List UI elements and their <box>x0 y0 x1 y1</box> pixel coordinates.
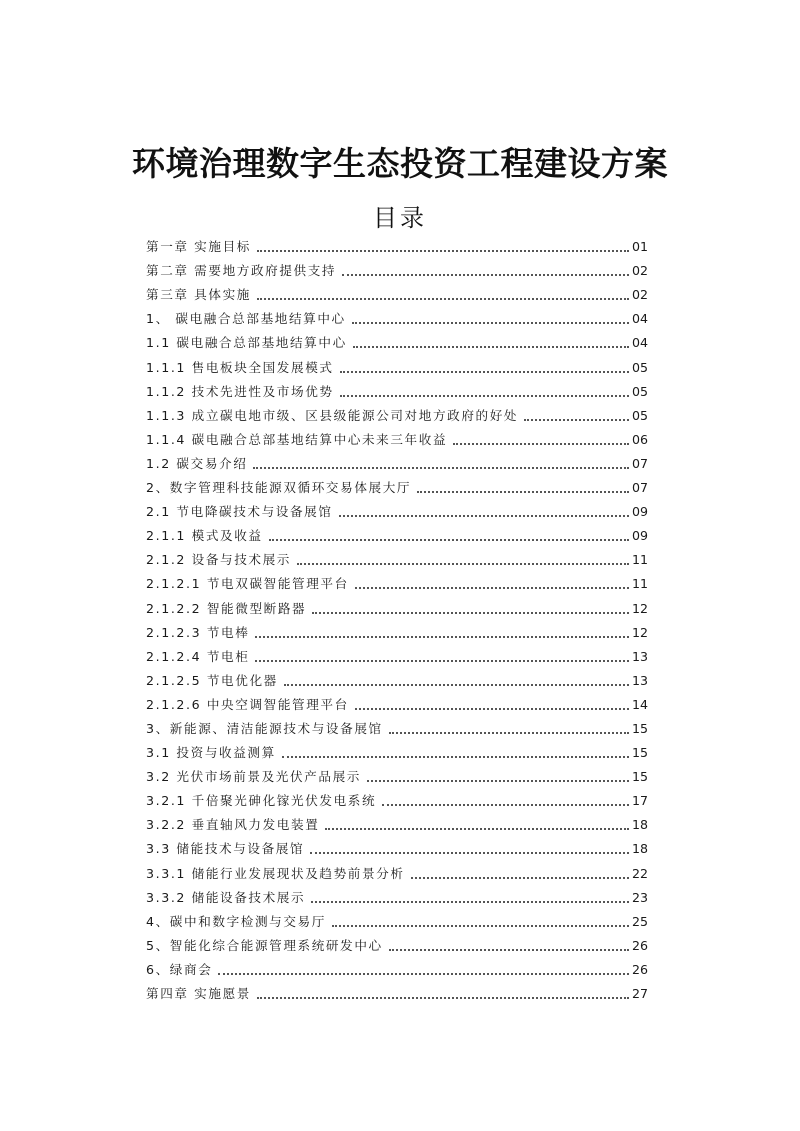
toc-entry-label: 2.1.2.1 节电双碳智能管理平台 <box>146 576 349 592</box>
toc-entry-label: 1.1.2 技术先进性及市场优势 <box>146 383 334 399</box>
toc-entry[interactable] <box>146 738 648 762</box>
toc-entry-label: 3.2.2 垂直轴风力发电装置 <box>146 817 320 833</box>
toc-entry[interactable] <box>146 256 648 280</box>
toc-entry-label: 1.1 碳电融合总部基地结算中心 <box>146 335 347 351</box>
toc-dot-leader <box>411 877 629 879</box>
toc-page-number: 11 <box>631 552 648 568</box>
toc-page-number: 11 <box>631 576 648 592</box>
toc-entry[interactable] <box>146 618 648 642</box>
toc-page-number: 07 <box>631 455 648 471</box>
toc-page-number: 18 <box>631 817 648 833</box>
toc-dot-leader <box>355 587 629 589</box>
toc-entry[interactable] <box>146 401 648 425</box>
toc-dot-leader <box>340 395 629 397</box>
toc-dot-leader <box>382 804 629 806</box>
toc-entry[interactable] <box>146 352 648 376</box>
toc-dot-leader <box>311 901 629 903</box>
toc-dot-leader <box>367 780 629 782</box>
toc-page-number: 22 <box>631 865 648 881</box>
toc-entry-label: 2.1.2.2 智能微型断路器 <box>146 600 307 616</box>
toc-entry[interactable] <box>146 521 648 545</box>
toc-page-number: 05 <box>631 383 648 399</box>
toc-entry[interactable] <box>146 473 648 497</box>
toc-entry-label: 第三章 具体实施 <box>146 287 251 303</box>
table-of-contents <box>146 232 648 1003</box>
toc-dot-leader <box>340 371 629 373</box>
toc-dot-leader <box>310 852 629 854</box>
toc-entry-label: 3、新能源、清洁能源技术与设备展馆 <box>146 720 383 736</box>
toc-dot-leader <box>325 828 629 830</box>
toc-entry-label: 2.1.2 设备与技术展示 <box>146 552 292 568</box>
toc-entry-label: 5、智能化综合能源管理系统研发中心 <box>146 937 383 953</box>
toc-dot-leader <box>282 756 629 758</box>
toc-entry[interactable] <box>146 690 648 714</box>
toc-entry-label: 2.1.1 模式及收益 <box>146 528 263 544</box>
toc-page-number: 26 <box>631 961 648 977</box>
toc-dot-leader <box>218 973 629 975</box>
toc-entry[interactable] <box>146 328 648 352</box>
toc-page-number: 18 <box>631 841 648 857</box>
toc-entry-label: 6、绿商会 <box>146 961 213 977</box>
toc-dot-leader <box>257 298 629 300</box>
toc-heading: 目录 <box>373 204 427 232</box>
toc-entry-label: 第一章 实施目标 <box>146 239 251 255</box>
toc-page-number: 09 <box>631 528 648 544</box>
toc-page-number: 25 <box>631 913 648 929</box>
toc-dot-leader <box>284 684 629 686</box>
toc-entry-label: 1.2 碳交易介绍 <box>146 455 248 471</box>
toc-entry-label: 1.1.1 售电板块全国发展模式 <box>146 359 334 375</box>
document-title: 环境治理数字生态投资工程建设方案 <box>132 144 668 183</box>
toc-entry-label: 1、 碳电融合总部基地结算中心 <box>146 311 346 327</box>
toc-entry-label: 3.2.1 千倍聚光砷化镓光伏发电系统 <box>146 793 377 809</box>
toc-page-number: 15 <box>631 769 648 785</box>
toc-page-number: 07 <box>631 480 648 496</box>
toc-entry[interactable] <box>146 786 648 810</box>
toc-entry-label: 4、碳中和数字检测与交易厅 <box>146 913 326 929</box>
toc-dot-leader <box>339 515 629 517</box>
toc-dot-leader <box>255 660 629 662</box>
toc-dot-leader <box>389 949 629 951</box>
toc-dot-leader <box>417 491 629 493</box>
toc-page-number: 01 <box>631 239 648 255</box>
toc-entry[interactable] <box>146 377 648 401</box>
toc-entry-label: 2.1.2.5 节电优化器 <box>146 672 278 688</box>
toc-entry[interactable] <box>146 931 648 955</box>
toc-entry[interactable] <box>146 425 648 449</box>
toc-entry-label: 第二章 需要地方政府提供支持 <box>146 263 337 279</box>
toc-entry-label: 2.1.2.4 节电柜 <box>146 648 250 664</box>
toc-page-number: 04 <box>631 335 648 351</box>
toc-entry[interactable] <box>146 883 648 907</box>
toc-entry-label: 3.3 储能技术与设备展馆 <box>146 841 305 857</box>
toc-entry[interactable] <box>146 810 648 834</box>
toc-page-number: 23 <box>631 889 648 905</box>
toc-dot-leader <box>297 563 629 565</box>
toc-page-number: 05 <box>631 359 648 375</box>
toc-entry[interactable] <box>146 545 648 569</box>
toc-entry-label: 1.1.4 碳电融合总部基地结算中心未来三年收益 <box>146 431 448 447</box>
toc-entry[interactable] <box>146 762 648 786</box>
toc-entry[interactable] <box>146 280 648 304</box>
toc-dot-leader <box>342 274 629 276</box>
toc-dot-leader <box>332 925 629 927</box>
toc-page-number: 02 <box>631 287 648 303</box>
toc-page-number: 15 <box>631 720 648 736</box>
toc-page-number: 12 <box>631 624 648 640</box>
toc-entry-label: 2.1.2.3 节电棒 <box>146 624 250 640</box>
toc-page-number: 15 <box>631 745 648 761</box>
toc-entry-label: 1.1.3 成立碳电地市级、区县级能源公司对地方政府的好处 <box>146 407 519 423</box>
toc-entry[interactable] <box>146 858 648 882</box>
toc-entry[interactable] <box>146 955 648 979</box>
toc-entry[interactable] <box>146 642 648 666</box>
toc-entry-label: 第四章 实施愿景 <box>146 986 251 1001</box>
toc-entry-label: 2.1 节电降碳技术与设备展馆 <box>146 504 333 520</box>
toc-dot-leader <box>255 636 629 638</box>
toc-page-number: 27 <box>631 986 648 1001</box>
toc-page-number: 09 <box>631 504 648 520</box>
toc-dot-leader <box>353 346 629 348</box>
toc-entry[interactable] <box>146 449 648 473</box>
toc-page-number: 02 <box>631 263 648 279</box>
toc-dot-leader <box>352 322 629 324</box>
toc-entry-label: 3.3.1 储能行业发展现状及趋势前景分析 <box>146 865 405 881</box>
toc-dot-leader <box>257 250 629 252</box>
toc-entry[interactable] <box>146 497 648 521</box>
toc-dot-leader <box>312 612 629 614</box>
toc-page-number: 06 <box>631 431 648 447</box>
toc-dot-leader <box>389 732 629 734</box>
toc-entry[interactable] <box>146 304 648 328</box>
toc-dot-leader <box>355 708 629 710</box>
toc-entry[interactable] <box>146 666 648 690</box>
toc-page-number: 26 <box>631 937 648 953</box>
toc-dot-leader <box>269 539 629 541</box>
toc-page-number: 05 <box>631 407 648 423</box>
toc-entry-label: 3.3.2 储能设备技术展示 <box>146 889 306 905</box>
toc-entry[interactable] <box>146 232 648 256</box>
toc-entry-label: 2、数字管理科技能源双循环交易体展大厅 <box>146 480 412 496</box>
toc-entry[interactable] <box>146 593 648 617</box>
toc-entry-label: 3.1 投资与收益测算 <box>146 745 276 761</box>
toc-page-number: 04 <box>631 311 648 327</box>
toc-page-number: 12 <box>631 600 648 616</box>
toc-page-number: 17 <box>631 793 648 809</box>
toc-entry-label: 2.1.2.6 中央空调智能管理平台 <box>146 696 349 712</box>
toc-page-number: 13 <box>631 648 648 664</box>
toc-entry-label: 3.2 光伏市场前景及光伏产品展示 <box>146 769 361 785</box>
toc-entry[interactable] <box>146 979 648 1003</box>
toc-entry[interactable] <box>146 907 648 931</box>
toc-entry[interactable] <box>146 714 648 738</box>
toc-dot-leader <box>453 443 629 445</box>
toc-page-number: 14 <box>631 696 648 712</box>
toc-dot-leader <box>253 467 629 469</box>
toc-entry[interactable] <box>146 834 648 858</box>
toc-dot-leader <box>524 419 629 421</box>
toc-dot-leader <box>257 997 629 999</box>
toc-page-number: 13 <box>631 672 648 688</box>
toc-entry[interactable] <box>146 569 648 593</box>
